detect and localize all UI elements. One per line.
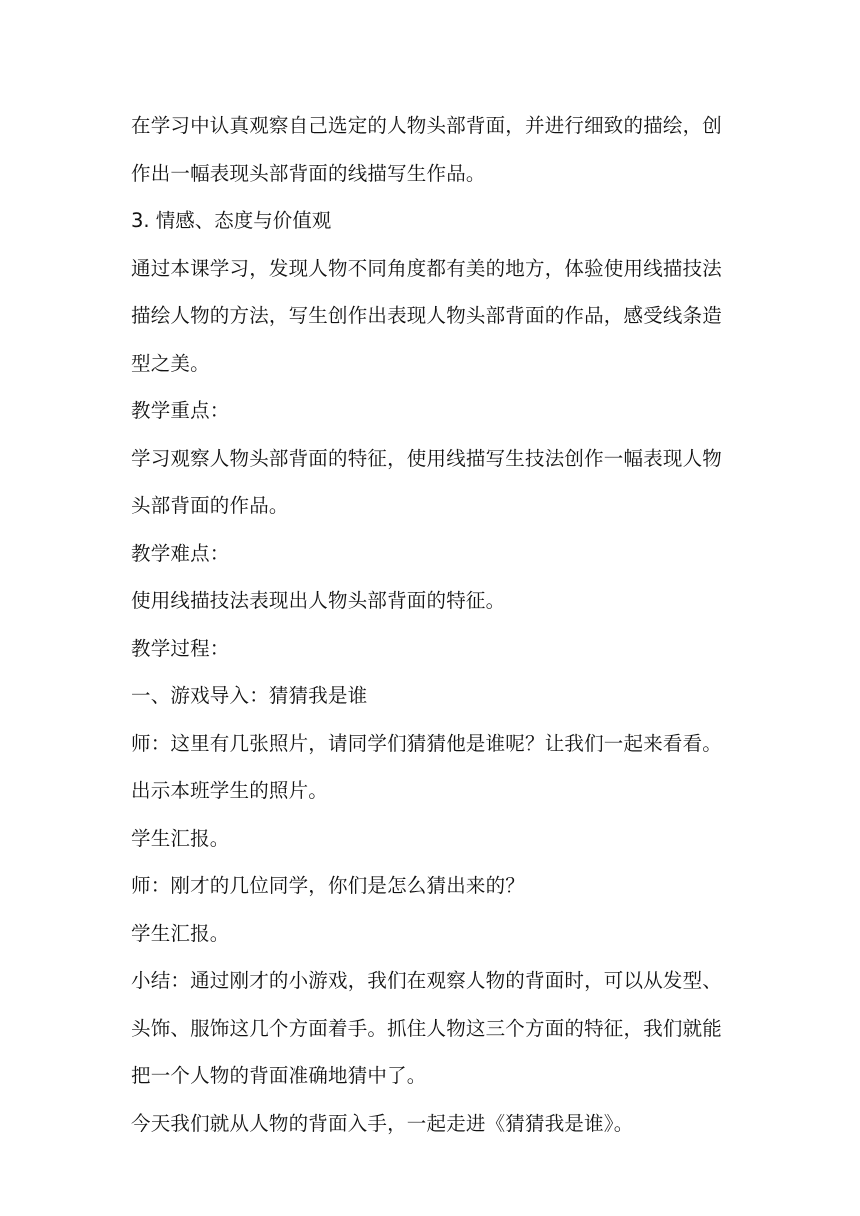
body-text-line: 把一个人物的背面准确地猜中了。 [131,1064,427,1087]
section-heading: 3. 情感、态度与价值观 [131,209,332,232]
body-text-line: 学生汇报。 [131,826,230,850]
body-text-line: 师：刚才的几位同学，你们是怎么猜出来的？ [131,874,526,897]
body-text-line: 头饰、服饰这几个方面着手。抓住人物这三个方面的特征，我们就能 [131,1016,723,1040]
section-heading: 教学难点： [131,541,230,565]
body-text-line: 学习观察人物头部背面的特征，使用线描写生技法创作一幅表现人物 [131,446,723,470]
section-heading: 教学过程： [131,636,230,660]
body-text-line: 通过本课学习，发现人物不同角度都有美的地方，体验使用线描技法 [131,256,723,280]
body-text-line: 使用线描技法表现出人物头部背面的特征。 [131,589,506,612]
body-text-line: 小结：通过刚才的小游戏，我们在观察人物的背面时，可以从发型、 [131,969,723,992]
body-text-line: 学生汇报。 [131,921,230,945]
body-text-line: 师：这里有几张照片，请同学们猜猜他是谁呢？让我们一起来看看。 [131,731,723,755]
body-text-line: 出示本班学生的照片。 [131,779,329,802]
body-text-line: 作出一幅表现头部背面的线描写生作品。 [131,161,486,185]
document-body [131,102,731,1147]
body-text-line: 头部背面的作品。 [131,494,289,517]
section-heading: 教学重点： [131,399,230,422]
body-text-line: 在学习中认真观察自己选定的人物头部背面，并进行细致的描绘，创 [131,114,723,137]
body-text-line: 型之美。 [131,351,210,375]
section-heading: 一、游戏导入：猜猜我是谁 [131,684,368,707]
body-text-line: 描绘人物的方法，写生创作出表现人物头部背面的作品，感受线条造 [131,304,723,327]
body-text-line: 今天我们就从人物的背面入手，一起走进《猜猜我是谁》。 [131,1111,634,1135]
